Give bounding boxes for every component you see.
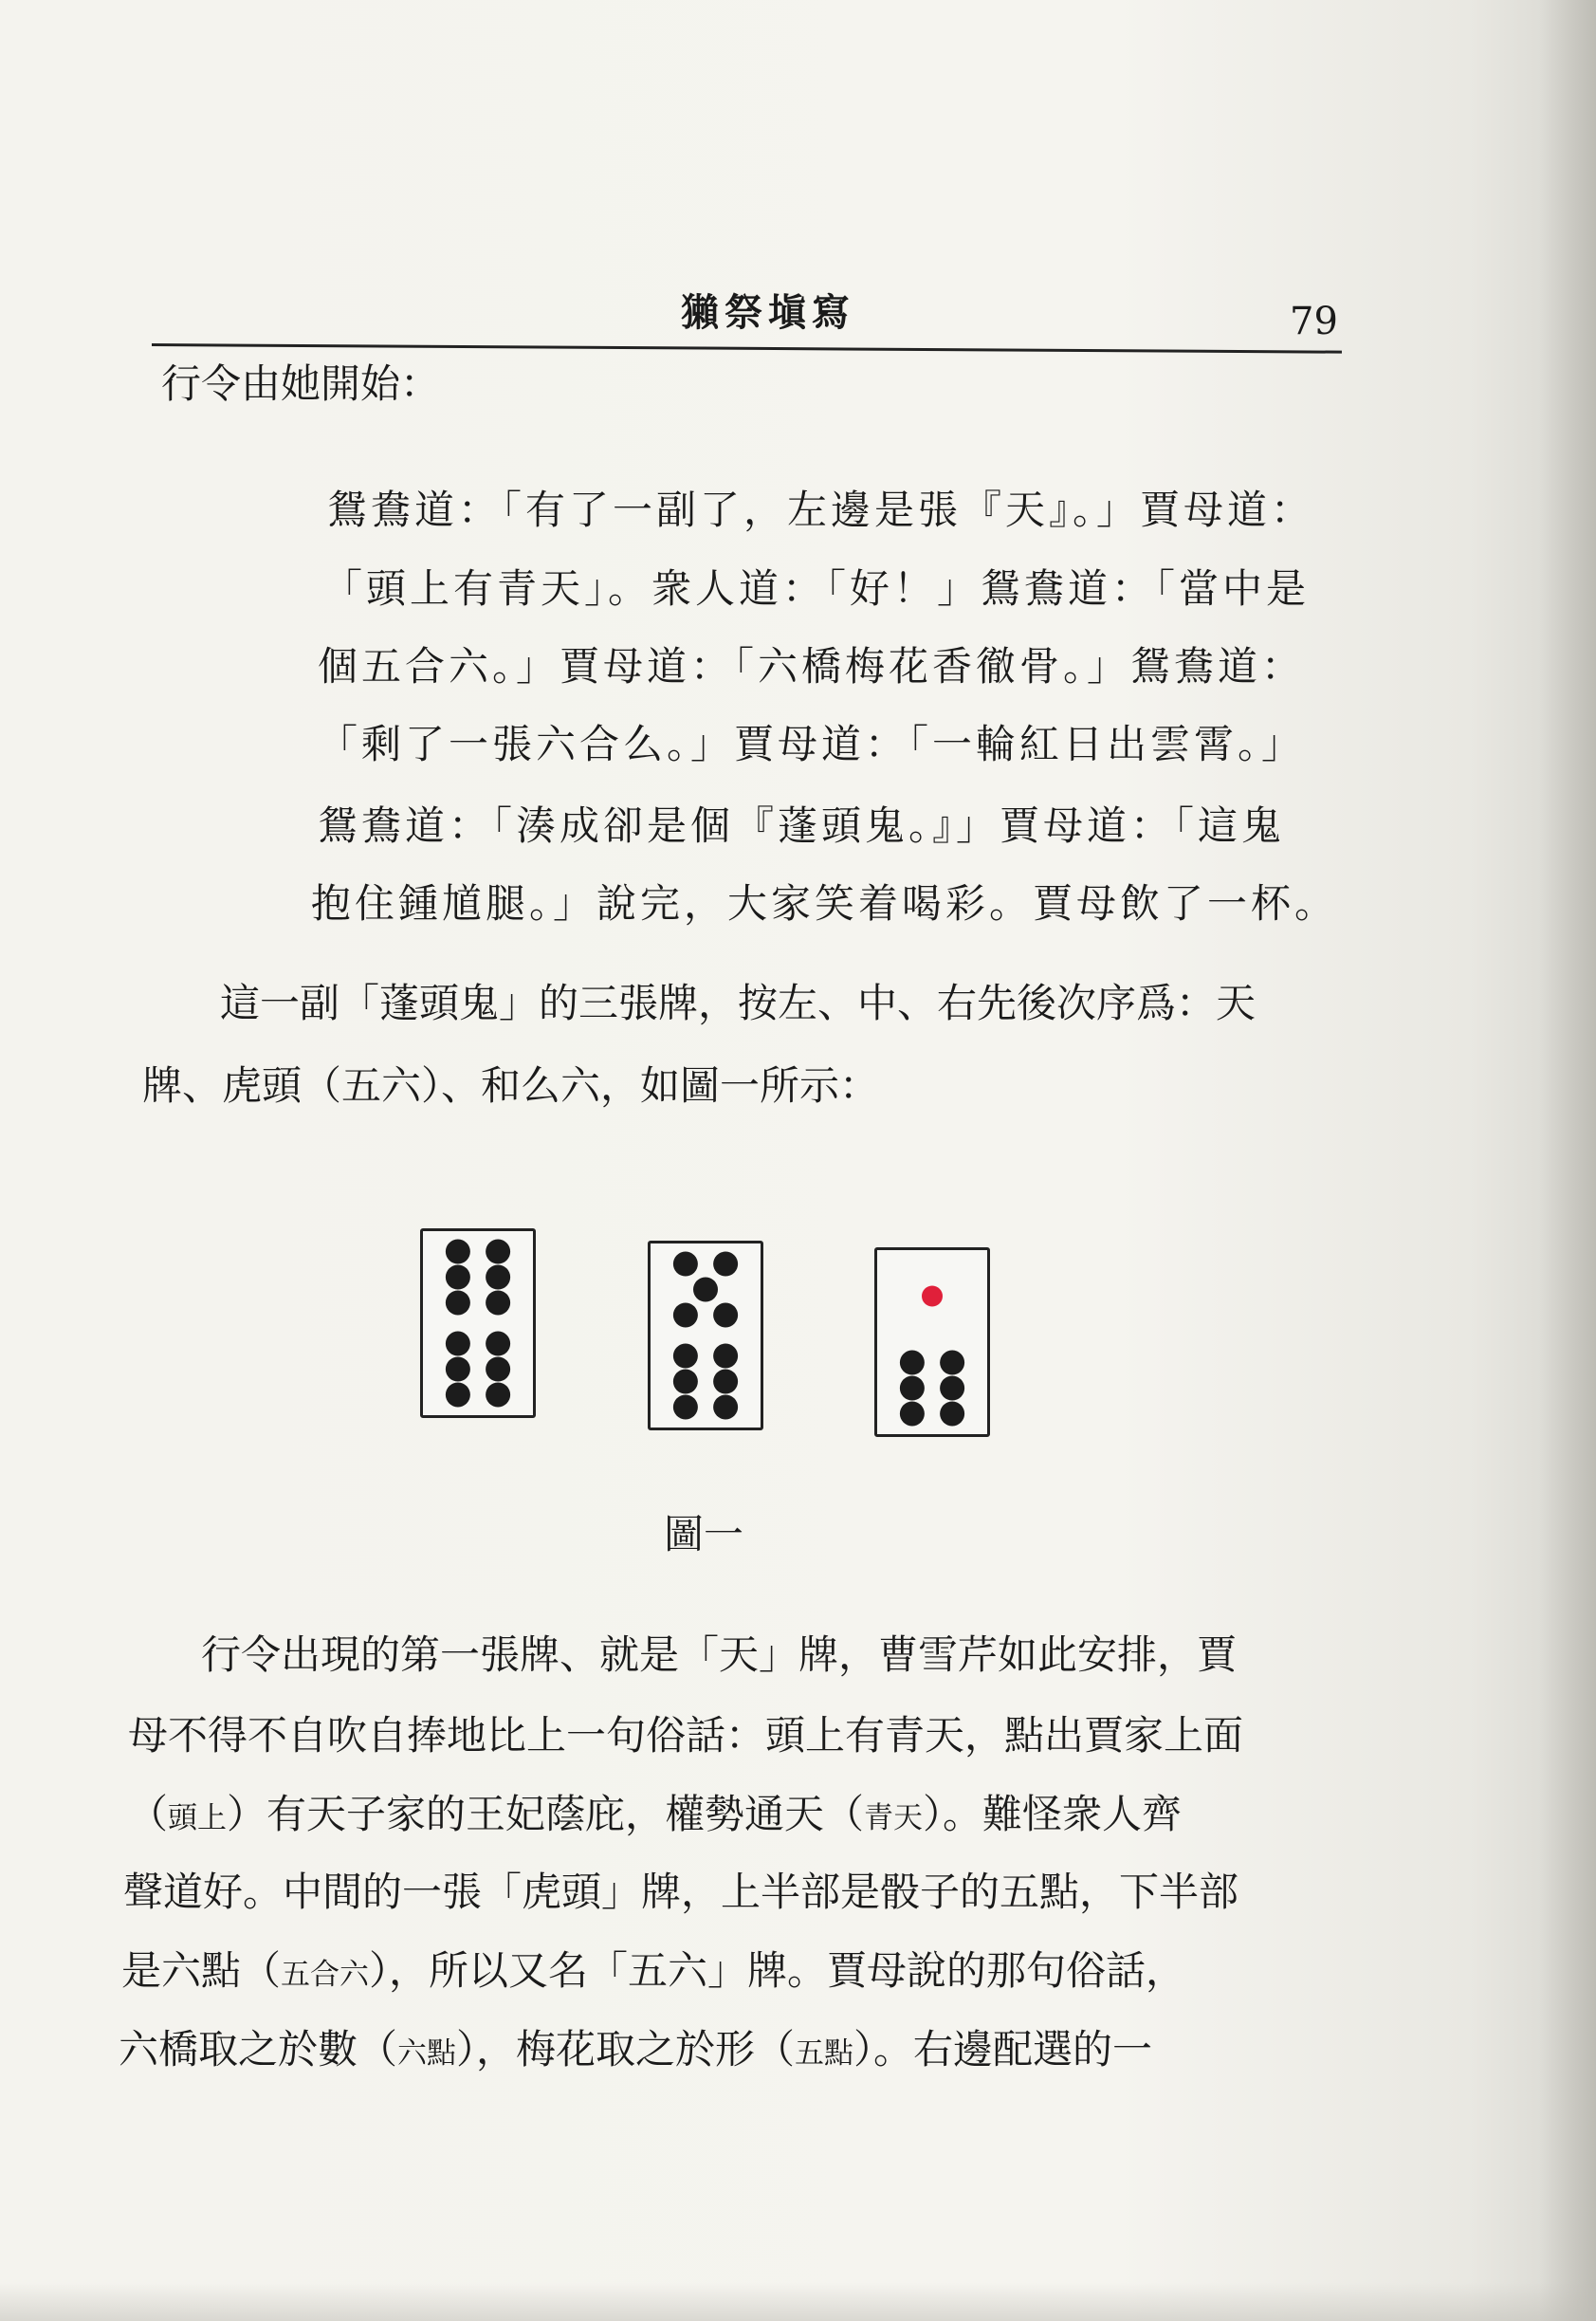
quote-line: 鴛鴦道：「湊成卻是個『蓬頭鬼。』」賈母道：「這鬼 [318, 802, 1286, 849]
paragraph-line: （頭上）有天子家的王妃蔭庇，權勢通天（青天）。難怪衆人齊 [128, 1791, 1183, 1837]
paragraph-line: 是六點（五合六），所以又名「五六」牌。賈母說的那句俗話， [121, 1947, 1186, 1994]
paragraph-line: 聲道好。中間的一張「虎頭」牌，上半部是骰子的五點，下半部 [123, 1869, 1239, 1915]
pip [486, 1240, 510, 1264]
quote-line: 鴛鴦道：「有了一副了，左邊是張『天』。」賈母道： [327, 487, 1315, 533]
pip [446, 1240, 470, 1264]
pip [713, 1394, 738, 1419]
pip [446, 1265, 470, 1290]
pip [713, 1370, 738, 1394]
pip [673, 1302, 698, 1327]
pip [446, 1332, 470, 1356]
pip [446, 1357, 470, 1382]
pip [940, 1401, 964, 1426]
domino-tile [874, 1247, 990, 1437]
pip [486, 1265, 510, 1290]
pip [900, 1351, 925, 1375]
pip [940, 1351, 964, 1375]
pip [673, 1252, 698, 1277]
figure-caption: 圖一 [664, 1511, 744, 1557]
page-edge-shadow [1539, 0, 1596, 2321]
paragraph-line: 母不得不自吹自捧地比上一句俗話：頭上有青天，點出賈家上面 [128, 1712, 1244, 1759]
pip [940, 1376, 964, 1401]
pip [486, 1332, 510, 1356]
intro-line: 行令由她開始： [161, 360, 441, 407]
paragraph-line: 這一副「蓬頭鬼」的三張牌，按左、中、右先後次序爲：天 [220, 980, 1257, 1026]
pip [900, 1401, 925, 1426]
pip [713, 1344, 738, 1369]
pip [486, 1290, 510, 1315]
domino-tile [648, 1241, 763, 1430]
pip [486, 1382, 510, 1407]
pip [713, 1252, 738, 1277]
running-title: 獺祭塡寫 [681, 290, 855, 335]
paragraph-line: 牌、虎頭（五六）、和么六，如圖一所示： [142, 1062, 880, 1109]
pip [446, 1290, 470, 1315]
paragraph-line: 六橋取之於數（六點），梅花取之於形（五點）。右邊配選的一 [119, 2026, 1153, 2072]
pip [673, 1344, 698, 1369]
pip [693, 1278, 718, 1302]
page-number: 79 [1290, 300, 1338, 343]
pip [673, 1370, 698, 1394]
red-pip [922, 1286, 943, 1307]
paragraph-line: 行令出現的第一張牌、就是「天」牌，曹雪芹如此安排，賈 [201, 1631, 1238, 1678]
quote-line: 抱住鍾馗腿。」說完，大家笑着喝彩。賈母飲了一杯。 [311, 880, 1339, 927]
pip [713, 1302, 738, 1327]
quote-line: 「頭上有青天」。衆人道：「好！」鴛鴦道：「當中是 [322, 565, 1311, 612]
pip [446, 1382, 470, 1407]
pip [673, 1394, 698, 1419]
quote-line: 「剩了一張六合么。」賈母道：「一輪紅日出雲霄。」 [318, 721, 1306, 767]
quote-line: 個五合六。」賈母道：「六橋梅花香徹骨。」鴛鴦道： [318, 643, 1306, 690]
pip [900, 1376, 925, 1401]
page-bottom-shadow [0, 2283, 1596, 2321]
pip [486, 1357, 510, 1382]
domino-tile [420, 1228, 536, 1418]
